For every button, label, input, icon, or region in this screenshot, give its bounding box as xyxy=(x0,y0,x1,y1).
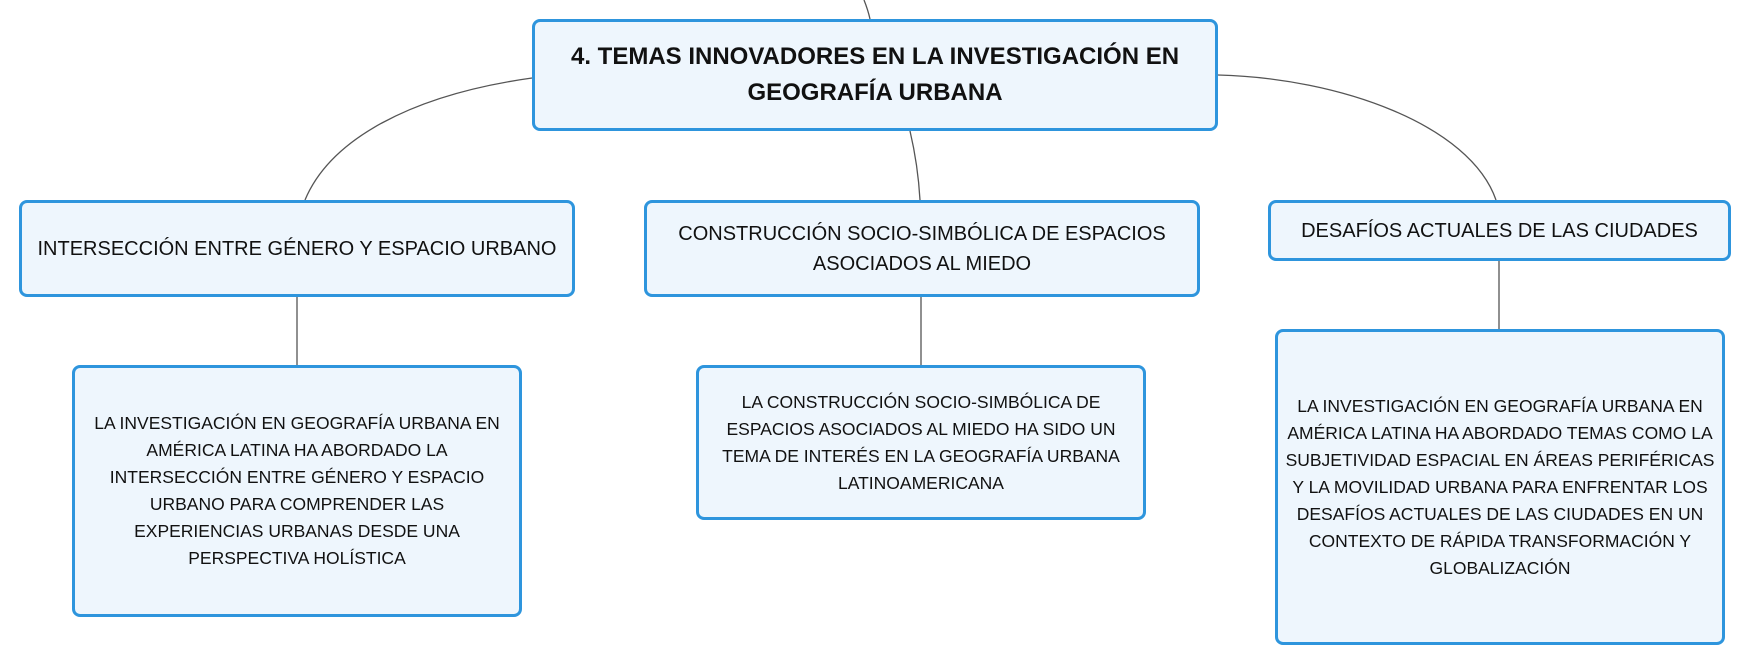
branch-node-genero-espacio[interactable] xyxy=(19,200,575,297)
detail-text: LA INVESTIGACIÓN EN GEOGRAFÍA URBANA EN AMÉRICA LATINA HA ABORDADO TEMAS COMO LA SUBJETIVIDAD ESPACIAL EN ÁREAS PERIFÉRICAS Y LA MOVILIDAD URBANA PARA ENFRENTAR LOS DESAFÍOS ACTUALES DE LAS CIUDADES EN UN CONTEXTO DE RÁPIDA TRANSFORMACIÓN Y GLOBALIZACIÓN xyxy=(1285,395,1715,578)
connector-root-to-branch-2 xyxy=(910,131,920,200)
detail-text: LA INVESTIGACIÓN EN GEOGRAFÍA URBANA EN AMÉRICA LATINA HA ABORDADO LA INTERSECCIÓN ENTRE GÉNERO Y ESPACIO URBANO PARA COMPRENDER LAS EXPERIENCIAS URBANAS DESDE UNA PERSPECTIVA HOLÍSTICA xyxy=(94,413,500,568)
branch-node-desafios-ciudades[interactable] xyxy=(1268,200,1731,261)
root-topic-label: 4. TEMAS INNOVADORES EN LA INVESTIGACIÓN EN GEOGRAFÍA URBANA xyxy=(570,43,1180,106)
detail-node-desafios-ciudades[interactable] xyxy=(1275,329,1725,645)
branch-label: DESAFÍOS ACTUALES DE LAS CIUDADES xyxy=(1301,219,1698,242)
detail-node-espacios-miedo[interactable] xyxy=(696,365,1146,520)
branch-node-espacios-miedo[interactable] xyxy=(644,200,1200,297)
branch-label: CONSTRUCCIÓN SOCIO-SIMBÓLICA DE ESPACIOS ASOCIADOS AL MIEDO xyxy=(678,222,1166,275)
connector-root-to-branch-3 xyxy=(1218,75,1496,200)
connector-incoming xyxy=(864,0,870,19)
root-topic-node[interactable] xyxy=(532,19,1218,131)
detail-text: LA CONSTRUCCIÓN SOCIO-SIMBÓLICA DE ESPACIOS ASOCIADOS AL MIEDO HA SIDO UN TEMA DE INTERÉS EN LA GEOGRAFÍA URBANA LATINOAMERICANA xyxy=(722,391,1120,493)
connector-root-to-branch-1 xyxy=(305,78,532,200)
detail-node-genero-espacio[interactable] xyxy=(72,365,522,617)
branch-label: INTERSECCIÓN ENTRE GÉNERO Y ESPACIO URBANO xyxy=(37,237,557,260)
